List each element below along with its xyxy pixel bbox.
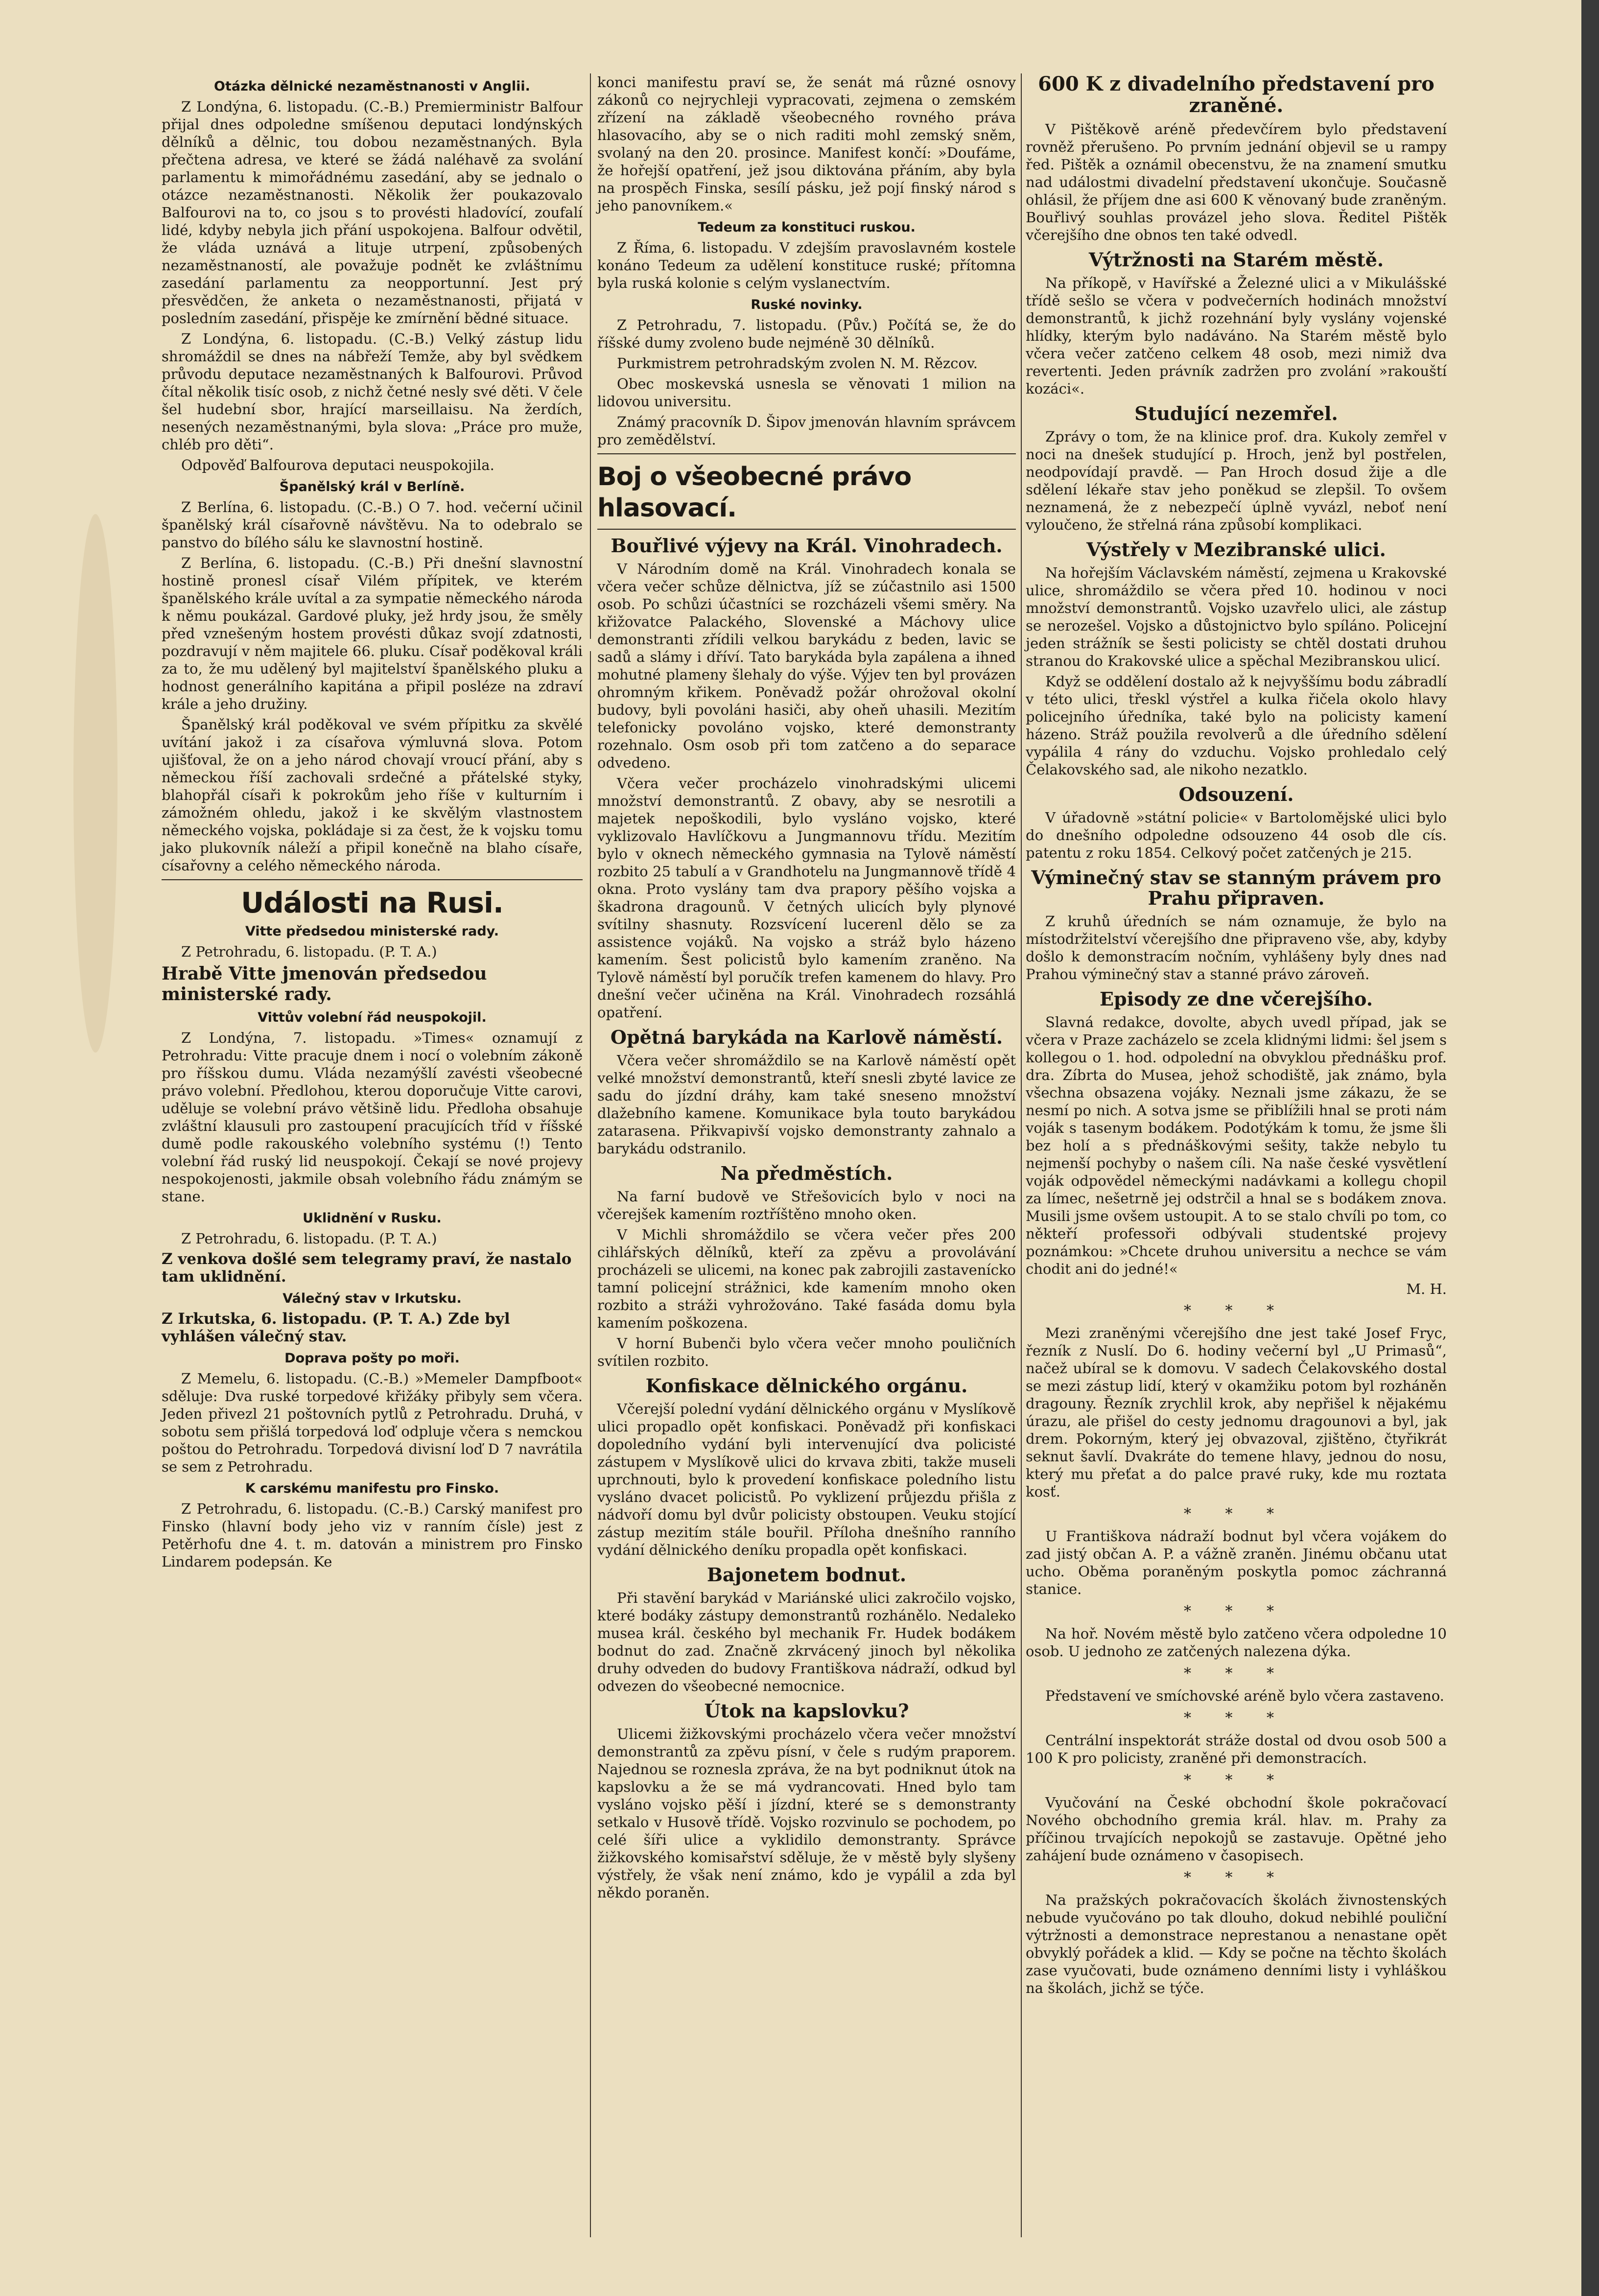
section-heading: Události na Rusi. bbox=[241, 886, 503, 919]
article-heading: Opětná barykáda na Karlově náměstí. bbox=[610, 1026, 1003, 1048]
article-heading: K carskému manifestu pro Finsko. bbox=[245, 1481, 499, 1496]
article-text: Španělský král poděkoval ve svém přípitku za skvělé uvítání jakož i za císařova výmluvná slova. Potom ujišťoval, že on a jeho národ chovají vroucí přání, aby s německou říší zachovali srdečné a přátelské styky, blahopřál císaři k pokrokům jeho říše v kulturním i zámožném ohledu, jakož i ke skvělým vlastnostem německého vojska, pokládaje si za čest, že k vojsku tomu jako plukovník náleží a připil konečně na blaho císaře, císařovny a celého německého národa. bbox=[162, 716, 583, 874]
article-text: Na pražských pokračovacích školách živnostenských nebude vyučováno po tak dlouho, dokud nebihlé pouliční výtržnosti a demonstrace neprestanou a nenastane opět obvyklý pořádek a klid. — Kdy se počne na těchto školách zase vyučovati, bude oznámeno denními listy i vyhláškou na školách, jichž se týče. bbox=[1026, 1892, 1447, 1996]
article-text: Z Londýna, 7. listopadu. »Times« oznamují z Petrohradu: Vitte pracuje dnem i nocí o volebním zákoně pro říšskou dumu. Vláda nezamýšlí zavésti všeobecné právo volební. Předlohou, kterou doporučuje Vitte carovi, uděluje se volební právo většině lidu. Předloha obsahuje zvláštní klausuli pro zastoupení pracujících tříd v říšské dumě podle rakouského volebního systému (!) Tento volební řád ruský lid neuspokojí. Čekají se nové projevy nespokojenosti, jakmile obsah volebního řádu známým se stane. bbox=[162, 1030, 583, 1205]
article-text: konci manifestu praví se, že senát má různé osnovy zákonů co nejrychleji vypracovati, zejmena o zemském zřízení na základě všeobecného rovného práva hlasovacího, aby se o nich raditi mohl zemský sněm, svolaný na den 20. prosince. Manifest končí: »Doufáme, že hořejší opatření, jež jsou diktována přáním, aby byla na prospěch Finska, sesílí pásku, jež pojí finský národ s jeho panovníkem.« bbox=[597, 74, 1016, 214]
article-text: Ulicemi žižkovskými procházelo včera večer množství demonstrantů za zpěvu písní, v čele s rudým praporem. Najednou se roznesla zpráva, že na byt podniknut útok na kapslovku a že se má vydrancovati. Hned bylo tam vysláno vojsko pěší i jízdní, které se s demonstranty setkalo v Husově třídě. Vojsko rozvinulo se pochodem, po celé šíři ulice a vyklidilo demonstranty. Správce žižkovského komisařství sděluje, že v městě byly slyšeny výstřely, že však není známo, kdo je vypálil a zda byl někdo poraněn. bbox=[597, 1726, 1016, 1901]
article-text: V horní Bubenči bylo včera večer mnoho pouličních svítilen rozbito. bbox=[597, 1335, 1016, 1369]
section-rule bbox=[597, 529, 1016, 530]
article-text: Mezi zraněnými včerejšího dne jest také Josef Fryc, řezník z Nuslí. Do 6. hodiny večerní byl „U Primasů“, načež ubíral se k domovu. V sadech Čelakovského dostal se mezi zástup lidí, který v okamžiku potom byl rozháněn dragouny. Řezník zrychlil krok, aby nepřišel k nějakému úrazu, ale přišel do cesty jednomu dragounovi a byl, jak drem. Pokorným, který jej obvazoval, zjištěno, čtyřikrát seknut šavlí. Dvakráte do temene hlavy, jednou do nosu, který mu přeťat a do palce pravé ruky, kde mu roztata kosť. bbox=[1026, 1325, 1447, 1500]
article-heading: Výtržnosti na Starém městě. bbox=[1088, 249, 1384, 271]
article-heading: Výminečný stav se stanným právem pro Prahu připraven. bbox=[1031, 867, 1441, 909]
article-text: Včerejší polední vydání dělnického orgánu v Myslíkově ulici propadlo opět konfiskaci. Poněvadž při konfiskaci dopoledního vydání byli intervenující dva policisté zástupem v Myslíkově ulici do krvava zbiti, takže museli uprchnouti, bylo k provedení konfiskace poledního listu vysláno dvacet policistů. Po vyklizení průjezdu přišla z nádvoří domu byl dvůr policisty obstoupen. Veuku stojící zástup mezitím stále bouřil. Příloha dnešního ranního vydání dělnického deníku propadla opět konfiskaci. bbox=[597, 1401, 1016, 1558]
article-text: V Národním domě na Král. Vinohradech konala se včera večer schůze dělnictva, jíž se zúčastnilo asi 1500 osob. Po schůzi účastníci se rozcházeli všemi směry. Na křižovatce Palackého, Slovenské a Máchovy ulice demonstranti zřídili velkou barykádu z beden, lavic se sadů a slámy i dříví. Tato barykáda byla zapálena a ihned mohutné plameny šlehaly do výše. Výjev ten byl provázen ohromným křikem. Poněvadž požár ohrožoval okolní budovy, byli povoláni hasiči, aby oheň uhasili. Mezitím telefonicky povoláno vojsko, které demonstranty rozehnalo. Osm osob při tom zatčeno a do separace odvedeno. bbox=[597, 561, 1016, 771]
article-text: Zprávy o tom, že na klinice prof. dra. Kukoly zemřel v noci na dnešek studující p. Hroch, jenž byl postřelen, neodpovídají pravdě. — Pan Hroch dosud žije a dle sdělení lékaře stav jeho poněkud se zlepšil. To ovšem neznamená, že z nebezpečí úplně vyvázl, neboť není vyloučeno, že střelná rána způsobí komplikaci. bbox=[1026, 428, 1447, 533]
article-text: Včera večer procházelo vinohradskými ulicemi množství demonstrantů. Z obavy, aby se nesrotili a majetek nepoškodili, bylo vysláno vojsko, které vyklizovalo Havlíčkovu a Jungmannovu třídu. Mezitím bylo v oknech německého gymnasia na Tylově náměstí rozbito 25 tabulí a v Grandhotelu na Jungmannově třídě 4 okna. Proto vyslány tam dva prapory pěšího vojska a škadrona dragounů. V četných ulicích byly plynové svítilny shasnuty. Rozsvícení lucerenl dělo se za assistence vojáků. Na vojsko a stráž bylo házeno kamením. Šest policistů bylo kamením zraněno. Na Tylově náměstí byl poručík trefen kamenem do hlavy. Pro dnešní večer učiněna na Král. Vinohradech rozsáhlá opatření. bbox=[597, 775, 1016, 1021]
article-text: Když se oddělení dostalo až k nejvyššímu bodu zábradlí v této ulici, třeskl výstřel a kulka řičela okolo hlavy policejního úředníka, také bylo na policisty kamení házeno. Stráž použila revolverů a dle úředního sdělení vypálila 4 rány do vzduchu. Vojsko prohledalo celý Čelakovského sad, ale nikoho nezatklo. bbox=[1026, 673, 1447, 778]
lead-text: Z Irkutska, 6. listopadu. (P. T. A.) Zde byl vyhlášen válečný stav. bbox=[162, 1310, 510, 1345]
article-text: Vyučování na České obchodní škole pokračovací Nového obchodního gremia král. hlav. m. Prahy za příčinou trvajících nepokojů se zastavuje. Opětné jeho zahájení bude oznámeno v časopisech. bbox=[1026, 1794, 1447, 1864]
article-heading: Episody ze dne včerejšího. bbox=[1100, 988, 1373, 1010]
article-text: Obec moskevská usnesla se věnovati 1 milion na lidovou universitu. bbox=[597, 375, 1016, 410]
article-heading: Doprava pošty po moři. bbox=[284, 1351, 460, 1366]
article-heading: Válečný stav v Irkutsku. bbox=[282, 1291, 462, 1306]
article-text: Z kruhů úředních se nám oznamuje, že bylo na místodržitelství včerejšího dne připraveno vše, aby, kdyby došlo k demonstracím nočním, vyhlášeny byly dnes nad Prahou výminečný stav a stanné právo zároveň. bbox=[1026, 913, 1447, 983]
paper-stain bbox=[73, 514, 118, 1053]
section-rule bbox=[597, 453, 1016, 454]
section-rule bbox=[162, 879, 583, 880]
article-text: Z Petrohradu, 6. listopadu. (C.-B.) Carský manifest pro Finsko (hlavní body jeho viz v ranním čísle) jest z Petěrhofu dne 4. t. m. datován a ministrem pro Finsko Lindarem podepsán. Ke bbox=[162, 1500, 583, 1570]
article-text: U Františkova nádraží bodnut byl včera vojákem do zad jistý občan A. P. a vážně zraněn. Jinému občanu utat ucho. Oběma poraněným poskytla pomoc záchranná stanice. bbox=[1026, 1528, 1447, 1597]
article-text: Centrální inspektorát stráže dostal od dvou osob 500 a 100 K pro policisty, zraněné při demonstracích. bbox=[1026, 1732, 1447, 1766]
article-heading: Konfiskace dělnického orgánu. bbox=[645, 1375, 968, 1397]
article-text: Z Petrohradu, 6. listopadu. (P. T. A.) bbox=[181, 1230, 437, 1247]
article-text: Odpověď Balfourova deputaci neuspokojila. bbox=[181, 457, 494, 473]
article-text: Při stavění barykád v Mariánské ulici zakročilo vojsko, které bodáky zástupy demonstrantů rozhánělo. Nedaleko musea král. českého byl mechanik Fr. Hudek bodákem bodnut do zad. Značně zkrvácený jinoch byl několika druhy odveden do budovy Františkova nádraží, odkud byl odvezen do všeobecné nemocnice. bbox=[597, 1590, 1016, 1694]
separator-stars: * * * bbox=[1183, 1772, 1289, 1789]
article-text: Na hoř. Novém městě bylo zatčeno včera odpoledne 10 osob. U jednoho ze zatčených nalezena dýka. bbox=[1026, 1625, 1447, 1660]
article-text: Slavná redakce, dovolte, abych uvedl případ, jak se včera v Praze zacházelo se zcela klidnými lidmi: šel jsem s kollegou o 1. hod. odpolední na obvyklou přednášku prof. dra. Zíbrta do Musea, jehož schodiště, jak známo, byla všechna obsazena vojáky. Neznali jsme zákazu, že se nesmí po nich. A sotva jsme se přiblížili hnal se proti nám voják s tasenym bodákem. Podotýkám k tomu, že jsme šli bez holí a s přednáškovými sešity, takže nebylo tu nejmenší pochyby o našem cíli. Na naše české vysvětlení voják odpovědel německými nadávkami a kollegu chopil za límec, nešetrně jej odstrčil a hnal se s bodákem znova. Musili jsme ovšem ustoupit. A to se stalo chvíli po tom, co někteří professoři odbývali studentské projevy poznámkou: »Chcete druhou universitu a nechce se vám chodit ani do jedné!« bbox=[1026, 1014, 1447, 1277]
article-heading: Vitte předsedou ministerské rady. bbox=[245, 924, 499, 939]
lead-text: Hrabě Vitte jmenován předsedou ministerské rady. bbox=[162, 963, 487, 1005]
article-text: Z Berlína, 6. listopadu. (C.-B.) O 7. hod. večerní učinil španělský král císařovně návštěvu. Na to odebralo se panstvo do bílého sálu ke slavnostní hostině. bbox=[162, 499, 583, 551]
signature: M. H. bbox=[1406, 1281, 1447, 1297]
article-text: Představení ve smíchovské aréně bylo včera zastaveno. bbox=[1045, 1687, 1444, 1704]
article-heading: Uklidnění v Rusku. bbox=[303, 1211, 442, 1226]
article-heading: Na předměstích. bbox=[720, 1162, 893, 1184]
column-rule bbox=[590, 73, 591, 639]
article-text: Z Berlína, 6. listopadu. (C.-B.) Při dnešní slavnostní hostině pronesl císař Vilém přípitek, ve kterém španělského krále uvítal a za sympatie německého národa k němu poukázal. Gardové pluky, jež hrdy jsou, že směly před vznešeným hostem provésti důkaz svojí zdatnosti, pozdravují v něm majitele 66. pluku. Císař poděkoval králi za to, že mu udělený byl majitelství španělského pluku a hodnost generálního kapitána a připil posléze na zdraví krále a jeho družiny. bbox=[162, 555, 583, 712]
article-text: Z Londýna, 6. listopadu. (C.-B.) Premierministr Balfour přijal dnes odpoledne smíšenou deputaci londýnských dělníků a dělnic, tou dobou nezaměstnaných. Byla přečtena adresa, ve které se žádá naléhavě za svolání parlamentu k mimořádnému zasedání, aby se jednalo o otázce nezaměstnanosti. Několik žer poukazovalo Balfourovi na to, co jsou s to provésti hladovící, zoufalí lidé, kdyby nebyla jich přání uspokojena. Balfour odvětil, že vláda uznává a lituje utrpení, způsobených nezaměstnaností, ale považuje podnět ke zvláštnímu zasedání parlamentu za neopportunní. Jest prý přesvědčen, že anketa o nezaměstnanosti, přijatá v posledním zasedání, přispěje ke zmírnění bědné situace. bbox=[162, 98, 583, 327]
article-heading: Bajonetem bodnut. bbox=[706, 1564, 907, 1586]
article-heading: Vittův volební řád neuspokojil. bbox=[258, 1010, 487, 1025]
article-text: Na příkopě, v Havířské a Železné ulici a v Mikulášské třídě sešlo se včera v podvečerních hodinách množství demonstrantů, k jichž rozehnání byly vyslány vojenské hlídky, kterým bylo nadáváno. Na Starém městě bylo včera večer zatčeno celkem 48 osob, mezi nimiž dva revertenti. Jeden právník zadržen pro zvolání »rakouští kozáci«. bbox=[1026, 275, 1447, 397]
article-heading: Španělský král v Berlíně. bbox=[279, 479, 465, 494]
column-rule bbox=[590, 651, 591, 2237]
article-text: Známý pracovník D. Šipov jmenován hlavním správcem pro zemědělství. bbox=[597, 414, 1016, 448]
article-heading: Studující nezemřel. bbox=[1134, 402, 1338, 424]
article-heading: 600 K z divadelního představení pro zraněné. bbox=[1038, 72, 1434, 117]
article-text: V úřadovně »státní policie« v Bartolomějské ulici bylo do dnešního odpoledne odsouzeno 44 osob dle cís. patentu z roku 1854. Celkový počet zatčených je 215. bbox=[1026, 809, 1447, 861]
article-text: V Pištěkově aréně předevčírem bylo představení rovněž přerušeno. Po prvním jednání objevil se u rampy řed. Pištěk a oznámil obecenstvu, že na znamení smutku nad událostmi divadelní představení ukončuje. Současně ohlásil, že příjem dne asi 600 K věnovaný bude zraněným. Bouřlivý souhlas provázel jeho slova. Ředitel Pištěk včerejšího dne obnos ten také odvedl. bbox=[1026, 121, 1447, 243]
column-3 bbox=[1026, 73, 1447, 2000]
article-heading: Odsouzení. bbox=[1178, 783, 1294, 805]
article-text: Z Londýna, 6. listopadu. (C.-B.) Velký zástup lidu shromáždil se dnes na nábřeží Temže, aby byl svědkem průvodu deputace nezaměstnaných k Balfourovi. Průvod čítal několik tisíc osob, z nichž četné nesly své děti. V čele šel hudební sbor, hrající marseillaisu. Na žerdích, nesených nezaměstnanými, byla slova: „Práce pro muže, chléb pro děti“. bbox=[162, 330, 583, 453]
article-text: Na hořejším Václavském náměstí, zejmena u Krakovské ulice, shromáždilo se včera před 10. hodinou v noci množství demonstrantů. Vojsko uzavřelo ulici, ale zástup se nerozešel. Vojsko a důstojnictvo bylo spíláno. Policejní jeden strážník se šesti policisty se chtěl dostati druhou stranou do Krakovské ulice a spěchal Mezibranskou ulicí. bbox=[1026, 564, 1447, 669]
article-heading: Tedeum za konstituci ruskou. bbox=[698, 220, 916, 235]
separator-stars: * * * bbox=[1183, 1665, 1289, 1682]
article-text: Z Říma, 6. listopadu. V zdejším pravoslavném kostele konáno Tedeum za udělení konstituce ruské; přítomna byla ruská kolonie s celým vyslanectvím. bbox=[597, 239, 1016, 291]
article-text: Z Petrohradu, 6. listopadu. (P. T. A.) bbox=[181, 943, 437, 960]
article-heading: Výstřely v Mezibranské ulici. bbox=[1086, 539, 1386, 561]
page-edge bbox=[1581, 0, 1599, 2296]
article-text: Z Memelu, 6. listopadu. (C.-B.) »Memeler Dampfboot« sděluje: Dva ruské torpedové křižáky přibyly sem včera. Jeden přivezl 21 poštovních pytlů z Petrohradu. Druhá, v sobotu sem přišlá torpedová loď odpluje včera s nemckou poštou do Petrohradu. Torpedová divisní loď D 7 navrátila se sem z Petrohradu. bbox=[162, 1370, 583, 1475]
article-text: Na farní budově ve Střešovicích bylo v noci na včerejšek kamením roztříštěno mnoho oken. bbox=[597, 1188, 1016, 1222]
section-heading: Boj o všeobecné právo hlasovací. bbox=[597, 462, 912, 523]
article-text: Včera večer shromáždilo se na Karlově náměstí opět velké množství demonstrantů, kteří snesli zbyté lavice ze sadu do jízdní dráhy, kam také sneseno množství dlažebního kamene. Komunikace byla touto barykádou zatarasena. Přikvapivší vojsko demonstranty zahnalo a barykádu odstranilo. bbox=[597, 1052, 1016, 1157]
article-text: V Michli shromáždilo se včera večer přes 200 cihlářských dělníků, kteří za zpěvu a provolávání procházeli se ulicemi, na konec pak zabrojili zastavenícko tamní policejní strážnici, kde kamením mnoho oken rozbito a stráži vyhrožováno. Také fasáda domu byla kamením poškozena. bbox=[597, 1226, 1016, 1331]
article-text: Purkmistrem petrohradským zvolen N. M. Rězcov. bbox=[617, 355, 978, 372]
article-heading: Ruské novinky. bbox=[751, 297, 863, 312]
article-heading: Útok na kapslovku? bbox=[704, 1700, 909, 1722]
column-rule bbox=[1021, 73, 1022, 2237]
separator-stars: * * * bbox=[1183, 1603, 1289, 1620]
separator-stars: * * * bbox=[1183, 1302, 1289, 1319]
article-heading: Bouřlivé výjevy na Král. Vinohradech. bbox=[611, 535, 1003, 557]
article-heading: Otázka dělnické nezaměstnanosti v Anglii. bbox=[214, 79, 530, 94]
lead-text: Z venkova došlé sem telegramy praví, že nastalo tam uklidnění. bbox=[162, 1250, 572, 1286]
separator-stars: * * * bbox=[1183, 1710, 1289, 1727]
column-1 bbox=[162, 73, 583, 1573]
separator-stars: * * * bbox=[1183, 1505, 1289, 1523]
article-text: Z Petrohradu, 7. listopadu. (Pův.) Počítá se, že do říšské dumy zvoleno bude nejméně 30 dělníků. bbox=[597, 317, 1016, 351]
separator-stars: * * * bbox=[1183, 1869, 1289, 1886]
column-2 bbox=[597, 73, 1016, 1904]
